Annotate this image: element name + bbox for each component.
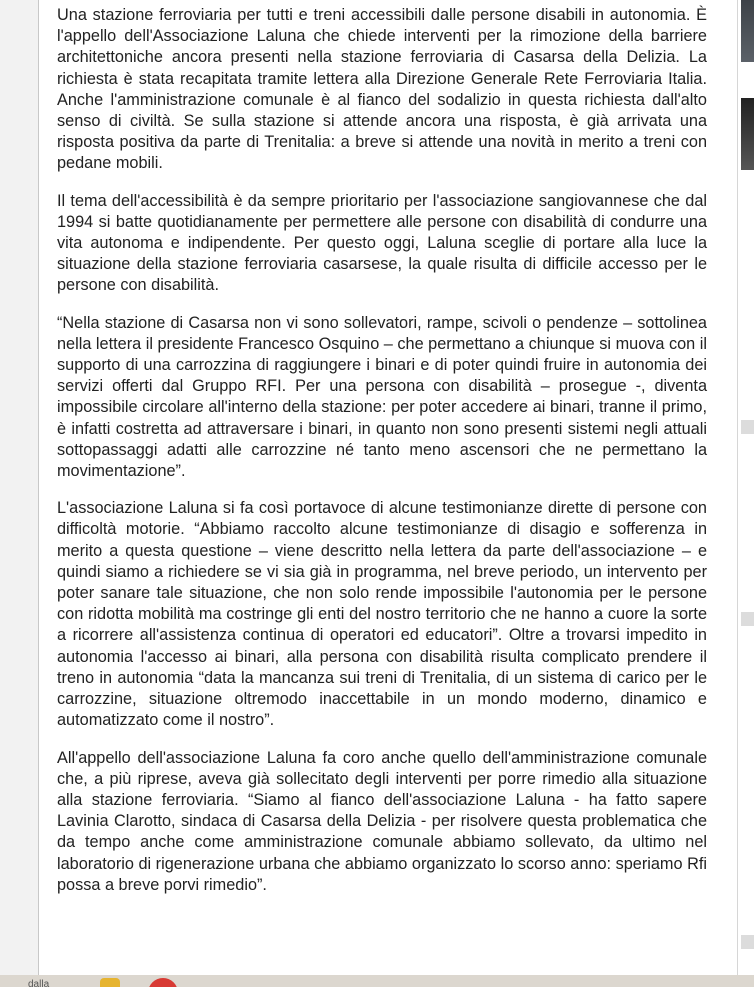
article-paragraph: Il tema dell'accessibilità è da sempre prioritario per l'associazione sangiovannese che dal 1994 si batte quotidianamente per permettere alle persone con disabilità di condurre una vita autonoma e indipendente. Per questo oggi, Laluna sceglie di portare alla luce la situazione della stazione ferroviaria casarsese, la quale risulta di difficile accesso per le persone con disabilità. bbox=[57, 191, 707, 295]
sidebar-thumbnail-image[interactable] bbox=[741, 98, 754, 170]
folder-icon[interactable] bbox=[100, 978, 120, 987]
article-paragraph: L'associazione Laluna si fa così portavoce di alcune testimonianze dirette di persone con difficoltà motorie. “Abbiamo raccolto alcune testimonianze di disagio e sofferenza in merito a questa questione – viene descritto nella lettera da parte dell'associazione – e quindi siamo a richiedere se vi sia già in programma, nel breve periodo, un intervento per poter sanare tale situazione, che non solo rende impossibile l'autonomia per le persone con ridotta mobilità ma costringe gli enti del nostro territorio che ne hanno a cuore la sorte a ricorrere all'assistenza continua di operatori ed educatori”. Oltre a trovarsi impedito in autonomia l'accesso ai binari, alla persona con disabilità risulta complicato prendere il treno in autonomia “data la mancanza sui treni di Trenitalia, di un sistema di carico per le carrozzine, situazione oltremodo inaccettabile in un mondo moderno, dinamico e automatizzato come il nostro”. bbox=[57, 499, 707, 730]
sidebar-thumbnail-image[interactable] bbox=[741, 0, 754, 62]
sidebar-divider bbox=[741, 420, 754, 434]
article-content bbox=[39, 0, 737, 975]
left-margin bbox=[0, 0, 39, 975]
article-paragraph: Una stazione ferroviaria per tutti e treni accessibili dalle persone disabili in autonomia. È l'appello dell'Associazione Laluna che chiede interventi per la rimozione della barriere architettoniche ancora presenti nella stazione ferroviaria di Casarsa della Delizia. La richiesta è stata recapitata tramite lettera alla Direzione Generale Rete Ferroviaria Italia. Anche l'amministrazione comunale è al fianco del sodalizio in questa richiesta dall'alto senso di civiltà. Se sulla stazione si attende ancora una risposta, è già arrivata una risposta positiva da parte di Trenitalia: a breve si attende una novità in merito a treni con pedane mobili. bbox=[57, 6, 707, 173]
article-body bbox=[57, 5, 707, 896]
notification-badge-icon[interactable] bbox=[148, 978, 178, 987]
bottom-strip-label: dalla bbox=[28, 979, 50, 987]
sidebar-divider bbox=[741, 612, 754, 626]
bottom-related-strip bbox=[0, 975, 754, 987]
article-paragraph: “Nella stazione di Casarsa non vi sono sollevatori, rampe, scivoli o pendenze – sottolinea nella lettera il presidente Francesco Osquino – che permettano a chiunque si muova con il supporto di una carrozzina di raggiungere i binari e di poter quindi fruire in autonomia dei servizi offerti dal Gruppo RFI. Per una persona con disabilità – prosegue -, diventa impossibile circolare all'interno della stazione: per poter accedere ai binari, tranne il primo, è infatti costretta ad attraversare i binari, in quanto non sono presenti sistemi negli attuali sottopassaggi adatti alle carrozzine né tanto meno ascensori che ne permettano la movimentazione”. bbox=[57, 313, 707, 481]
sidebar-divider bbox=[741, 935, 754, 949]
article-paragraph: All'appello dell'associazione Laluna fa coro anche quello dell'amministrazione comunale che, a più riprese, aveva già sollecitato degli interventi per porre rimedio alla situazione alla stazione ferroviaria. “Siamo al fianco dell'associazione Laluna - ha fatto sapere Lavinia Clarotto, sindaca di Casarsa della Delizia - per risolvere questa problematica che da tempo anche come amministrazione comunale abbiamo sollevato, da ultimo nel laboratorio di rigenerazione urbana che abbiamo organizzato lo scorso anno: speriamo Rfi possa a breve porvi rimedio”. bbox=[57, 748, 707, 894]
